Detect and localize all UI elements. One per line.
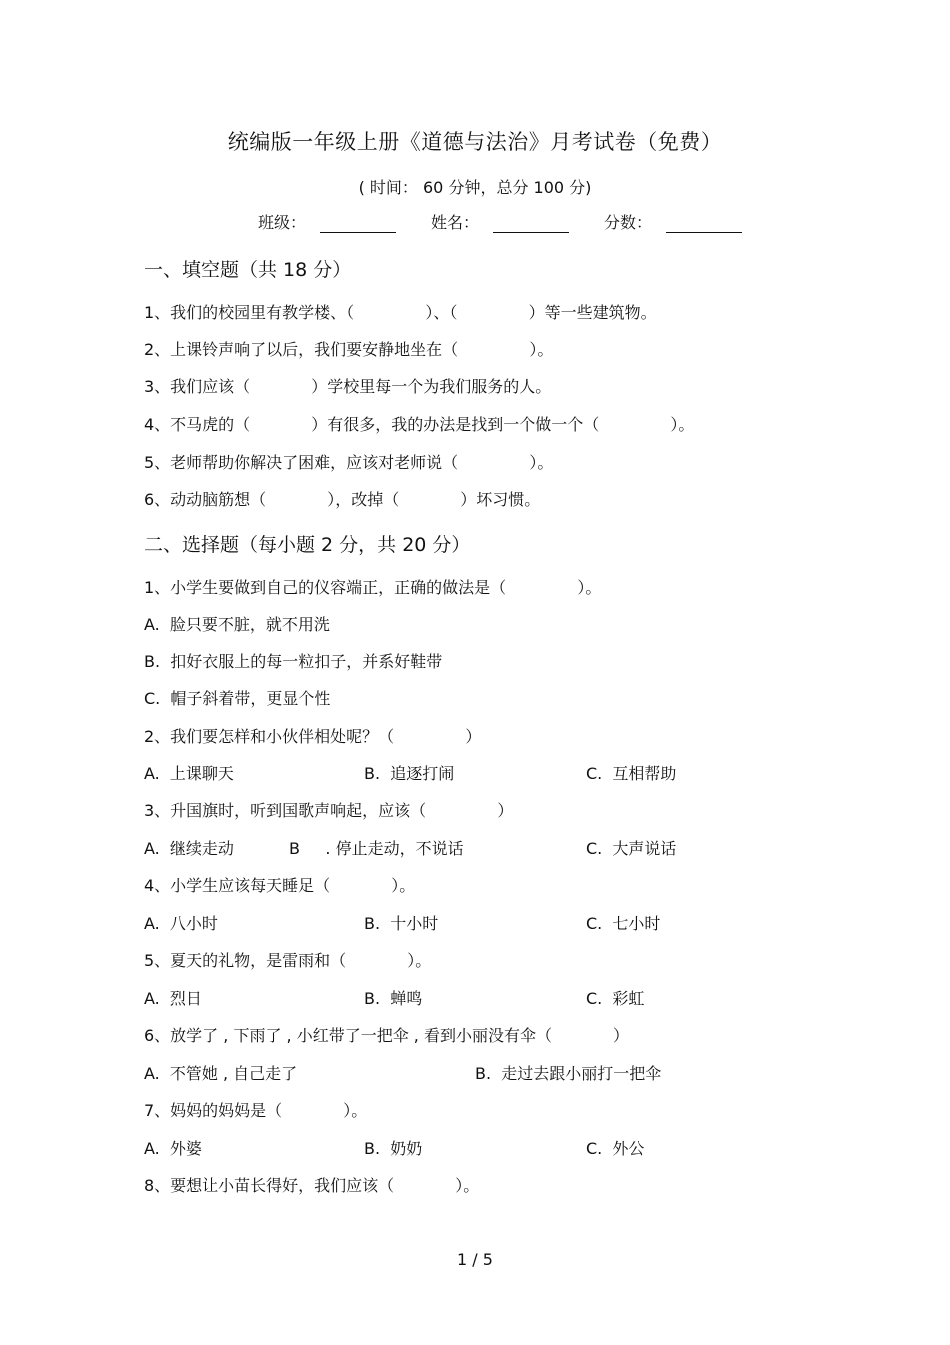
choice-option-3a: A. 继续走动 xyxy=(144,839,234,858)
exam-time-score: ( 时间： 60 分钟，总分 100 分) xyxy=(358,178,592,197)
fill-question-2: 2、上课铃声响了以后，我们要安静地坐在（ ）。 xyxy=(144,340,554,359)
choice-option-3c: C. 大声说话 xyxy=(586,839,677,858)
choice-option-7a: A. 外婆 xyxy=(144,1139,202,1158)
choice-option-1c: C. 帽子斜着带，更显个性 xyxy=(144,689,331,708)
choice-question-4: 4、小学生应该每天睡足（ ）。 xyxy=(144,876,416,895)
name-label: 姓名： xyxy=(431,213,480,232)
fill-question-4: 4、不马虎的（ ）有很多，我的办法是找到一个做一个（ ）。 xyxy=(144,415,695,434)
fill-question-1: 1、我们的校园里有教学楼、（ ）、（ ）等一些建筑物。 xyxy=(144,303,657,322)
score-field xyxy=(604,210,742,233)
choice-option-4b: B. 十小时 xyxy=(364,914,439,933)
page-title: 统编版一年级上册《道德与法治》月考试卷（免费） xyxy=(227,130,723,154)
choice-option-5b: B. 蝉鸣 xyxy=(364,989,423,1008)
choice-option-7b: B. 奶奶 xyxy=(364,1139,423,1158)
choice-option-5a: A. 烈日 xyxy=(144,989,202,1008)
page-number: 1 / 5 xyxy=(457,1250,493,1269)
class-blank xyxy=(320,214,396,233)
choice-question-3: 3、升国旗时，听到国歌声响起，应该（ ） xyxy=(144,801,514,820)
choice-option-1a: A. 脸只要不脏，就不用洗 xyxy=(144,615,330,634)
choice-question-6: 6、放学了 , 下雨了 , 小红带了一把伞 , 看到小丽没有伞（ ） xyxy=(144,1026,629,1045)
choice-option-1b: B. 扣好衣服上的每一粒扣子，并系好鞋带 xyxy=(144,652,443,671)
choice-option-5c: C. 彩虹 xyxy=(586,989,645,1008)
choice-option-6a: A. 不管她 , 自己走了 xyxy=(144,1064,298,1083)
name-blank xyxy=(493,214,569,233)
choice-question-5: 5、夏天的礼物，是雷雨和（ ）。 xyxy=(144,951,432,970)
fill-question-6: 6、动动脑筋想（ ），改掉（ ）坏习惯。 xyxy=(144,490,541,509)
choice-option-2c: C. 互相帮助 xyxy=(586,764,677,783)
choice-option-3b: B . 停止走动，不说话 xyxy=(289,839,464,858)
choice-option-2a: A. 上课聊天 xyxy=(144,764,234,783)
choice-option-4a: A. 八小时 xyxy=(144,914,218,933)
section2-heading: 二、选择题（每小题 2 分，共 20 分） xyxy=(144,534,471,556)
choice-question-2: 2、我们要怎样和小伙伴相处呢？（ ） xyxy=(144,727,482,746)
choice-question-8: 8、要想让小苗长得好，我们应该（ ）。 xyxy=(144,1176,480,1195)
choice-option-2b: B. 追逐打闹 xyxy=(364,764,455,783)
score-label: 分数： xyxy=(604,213,653,232)
choice-option-4c: C. 七小时 xyxy=(586,914,661,933)
choice-question-1: 1、小学生要做到自己的仪容端正，正确的做法是（ ）。 xyxy=(144,578,602,597)
score-blank xyxy=(666,214,742,233)
choice-option-6b: B. 走过去跟小丽打一把伞 xyxy=(475,1064,662,1083)
class-field xyxy=(258,210,396,233)
fill-question-3: 3、我们应该（ ）学校里每一个为我们服务的人。 xyxy=(144,377,552,396)
choice-option-7c: C. 外公 xyxy=(586,1139,645,1158)
section1-heading: 一、填空题（共 18 分） xyxy=(144,259,352,281)
fill-question-5: 5、老师帮助你解决了困难，应该对老师说（ ）。 xyxy=(144,453,554,472)
choice-question-7: 7、妈妈的妈妈是（ ）。 xyxy=(144,1101,368,1120)
class-label: 班级： xyxy=(258,213,307,232)
name-field xyxy=(431,210,569,233)
